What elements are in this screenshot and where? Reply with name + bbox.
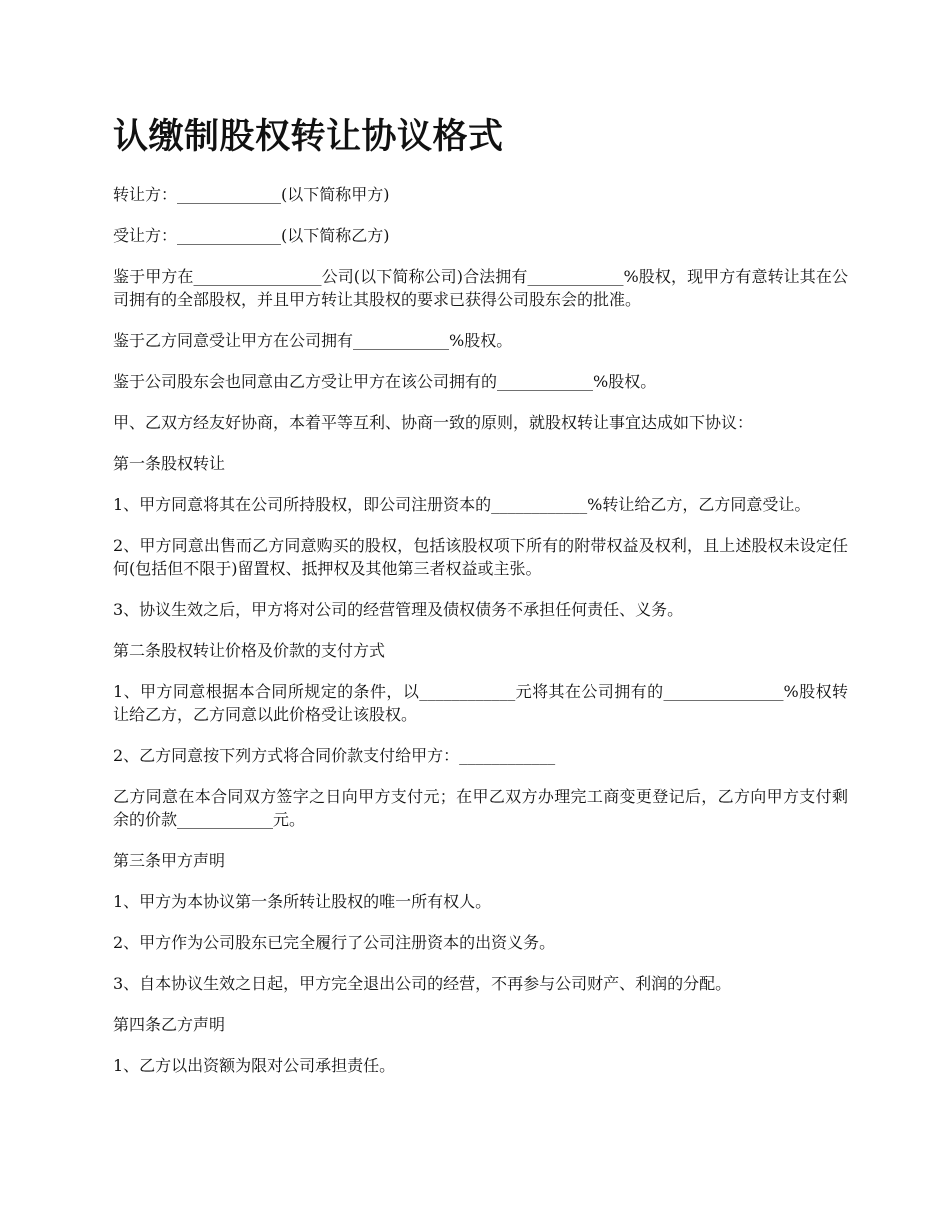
article-1-clause-3: 3、协议生效之后，甲方将对公司的经营管理及债权债务不承担任何责任、义务。 [113,600,684,619]
document-title: 认缴制股权转让协议格式 [113,116,504,157]
article-1-clause-1: 1、甲方同意将其在公司所持股权，即公司注册资本的____________%转让给乙方，乙方同意受让。 [113,495,811,514]
article-1-heading: 第一条股权转让 [113,454,226,473]
article-3-clause-1: 1、甲方为本协议第一条所转让股权的唯一所有权人。 [113,892,492,911]
article-3-heading: 第三条甲方声明 [113,851,226,870]
article-3-clause-2: 2、甲方作为公司股东已完全履行了公司注册资本的出资义务。 [113,933,556,952]
recital-1: 鉴于甲方在________________公司(以下简称公司)合法拥有____________%股权，现甲方有意转让其在公司拥有的全部股权，并且甲方转让其股权的要求已获得公司股东会的批准。 [113,267,848,309]
document-page [113,112,848,1095]
recital-2: 鉴于乙方同意受让甲方在公司拥有____________%股权。 [113,331,513,350]
transferee-line: 受让方：_____________(以下简称乙方) [113,226,390,245]
recital-3: 鉴于公司股东会也同意由乙方受让甲方在该公司拥有的____________%股权。 [113,372,657,391]
agreement-intro: 甲、乙双方经友好协商，本着平等互利、协商一致的原则，就股权转让事宜达成如下协议： [113,413,754,432]
article-4-heading: 第四条乙方声明 [113,1015,226,1034]
article-2-clause-1: 1、甲方同意根据本合同所规定的条件，以____________元将其在公司拥有的_______________%股权转让给乙方，乙方同意以此价格受让该股权。 [113,682,848,724]
article-2-clause-2: 2、乙方同意按下列方式将合同价款支付给甲方：____________ [113,746,556,765]
article-4-clause-1: 1、乙方以出资额为限对公司承担责任。 [113,1056,396,1075]
article-2-heading: 第二条股权转让价格及价款的支付方式 [113,641,386,660]
article-2-payment-terms: 乙方同意在本合同双方签字之日向甲方支付元；在甲乙双方办理完工商变更登记后，乙方向甲方支付剩余的价款____________元。 [113,787,848,829]
transferor-line: 转让方：_____________(以下简称甲方) [113,185,390,204]
article-1-clause-2: 2、甲方同意出售而乙方同意购买的股权，包括该股权项下所有的附带权益及权利，且上述股权未设定任何(包括但不限于)留置权、抵押权及其他第三者权益或主张。 [113,536,848,578]
article-3-clause-3: 3、自本协议生效之日起，甲方完全退出公司的经营，不再参与公司财产、利润的分配。 [113,974,732,993]
